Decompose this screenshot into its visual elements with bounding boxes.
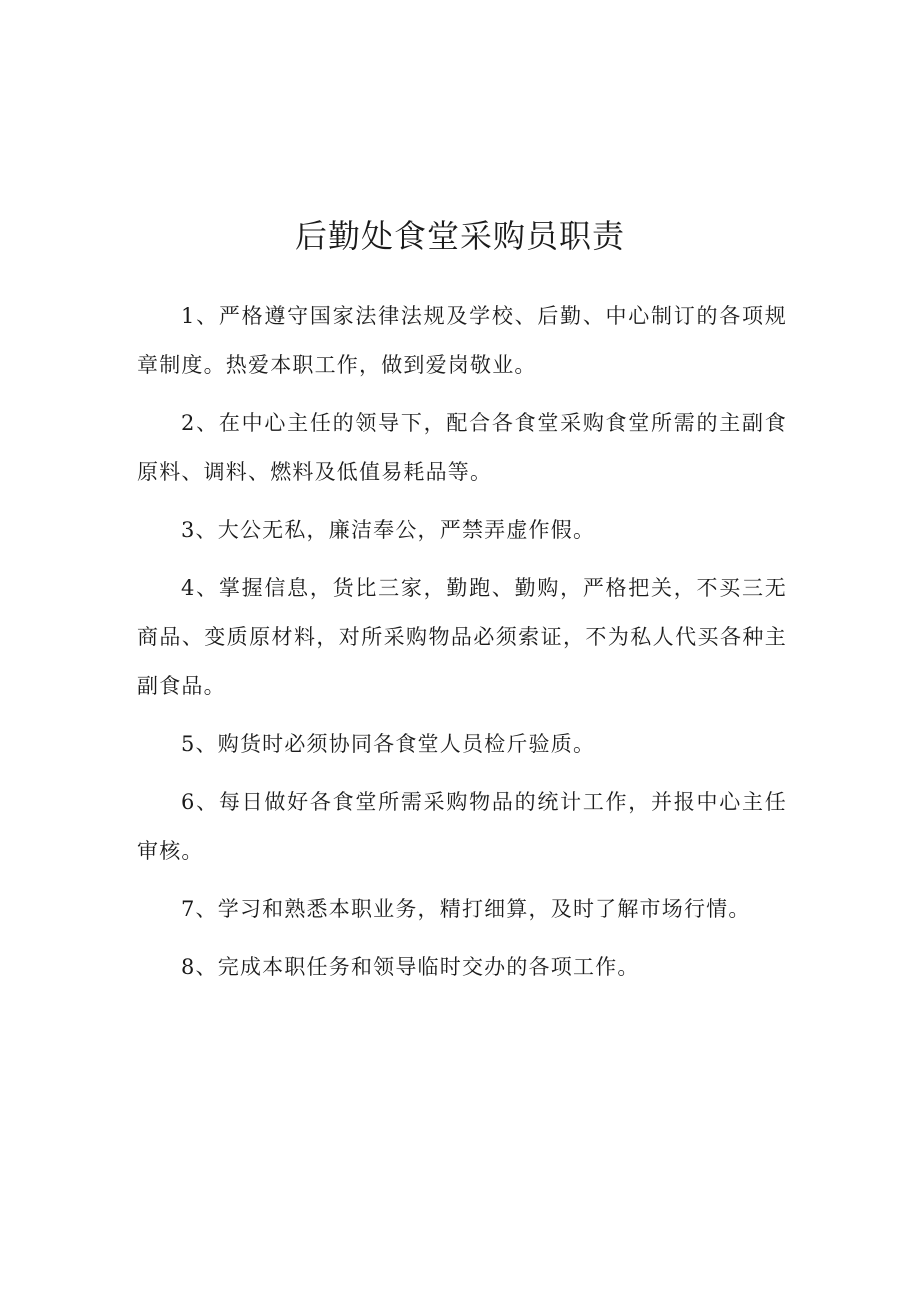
document-body [137,292,787,1001]
duty-item-5: 5、购货时必须协同各食堂人员检斤验质。 [181,732,596,756]
duty-item-3: 3、大公无私，廉洁奉公，严禁弄虚作假。 [181,518,596,542]
duty-item-1: 1、严格遵守国家法律法规及学校、后勤、中心制订的各项规章制度。热爱本职工作，做到爱岗敬业。 [137,304,787,377]
duty-item-7: 7、学习和熟悉本职业务，精打细算，及时了解市场行情。 [181,897,751,921]
duty-item-8: 8、完成本职任务和领导临时交办的各项工作。 [181,955,640,979]
duty-item-6: 6、每日做好各食堂所需采购物品的统计工作，并报中心主任审核。 [137,790,787,863]
duty-item-4: 4、掌握信息，货比三家，勤跑、勤购，严格把关，不买三无商品、变质原材料，对所采购物品必须索证，不为私人代买各种主副食品。 [137,576,787,698]
document-title: 后勤处食堂采购员职责 [294,217,625,255]
duty-item-2: 2、在中心主任的领导下，配合各食堂采购食堂所需的主副食原料、调料、燃料及低值易耗品等。 [137,411,787,484]
